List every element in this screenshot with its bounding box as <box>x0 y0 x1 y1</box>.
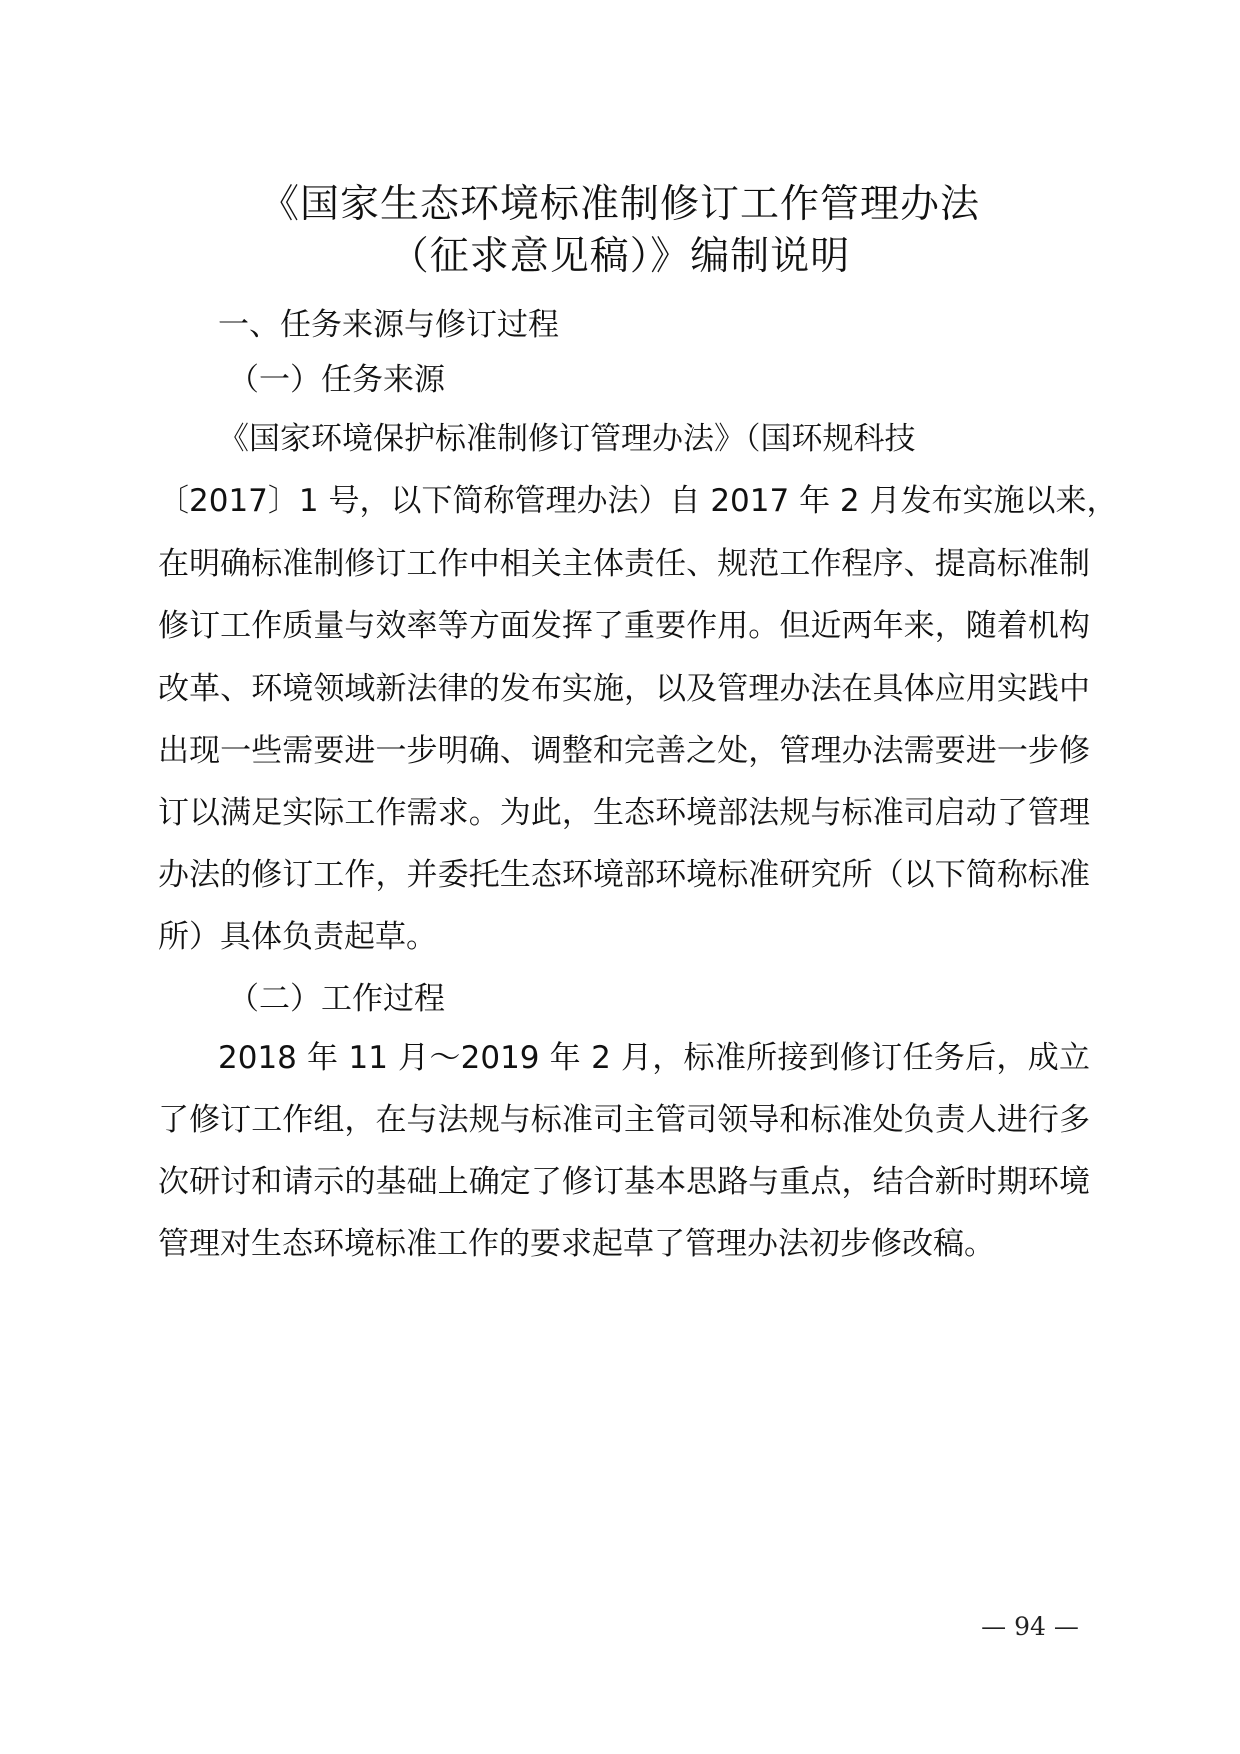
document-title-line-2: （征求意见稿）》编制说明 <box>389 234 851 279</box>
paragraph-line: 次研讨和请示的基础上确定了修订基本思路与重点，结合新时期环境 <box>158 1164 1090 1200</box>
paragraph-line: 办法的修订工作，并委托生态环境部环境标准研究所（以下简称标准 <box>158 857 1090 893</box>
paragraph-line: 2018 年 11 月～2019 年 2 月，标准所接到修订任务后，成立 <box>218 1040 1090 1076</box>
paragraph-line: 了修订工作组，在与法规与标准司主管司领导和标准处负责人进行多 <box>158 1102 1090 1138</box>
paragraph-line: 所）具体负责起草。 <box>158 919 437 955</box>
document-title-line-1: 《国家生态环境标准制修订工作管理办法 <box>259 182 980 227</box>
paragraph-line: 管理对生态环境标准工作的要求起草了管理办法初步修改稿。 <box>158 1226 995 1262</box>
paragraph-line: 《国家环境保护标准制修订管理办法》（国环规科技 <box>218 421 916 457</box>
paragraph-line: 出现一些需要进一步明确、调整和完善之处，管理办法需要进一步修 <box>158 733 1090 769</box>
paragraph-line: 修订工作质量与效率等方面发挥了重要作用。但近两年来，随着机构 <box>158 608 1090 644</box>
paragraph-line: 在明确标准制修订工作中相关主体责任、规范工作程序、提高标准制 <box>158 546 1090 582</box>
subsection-heading-work-process: （二）工作过程 <box>228 981 445 1017</box>
paragraph-line: 〔2017〕1 号，以下简称管理办法）自 2017 年 2 月发布实施以来， <box>158 483 1118 519</box>
page-number: — 94 — <box>981 1612 1079 1641</box>
section-heading: 一、任务来源与修订过程 <box>218 307 559 343</box>
subsection-heading-task-source: （一）任务来源 <box>228 362 445 398</box>
paragraph-line: 订以满足实际工作需求。为此，生态环境部法规与标准司启动了管理 <box>158 795 1090 831</box>
paragraph-line: 改革、环境领域新法律的发布实施，以及管理办法在具体应用实践中 <box>158 671 1090 707</box>
